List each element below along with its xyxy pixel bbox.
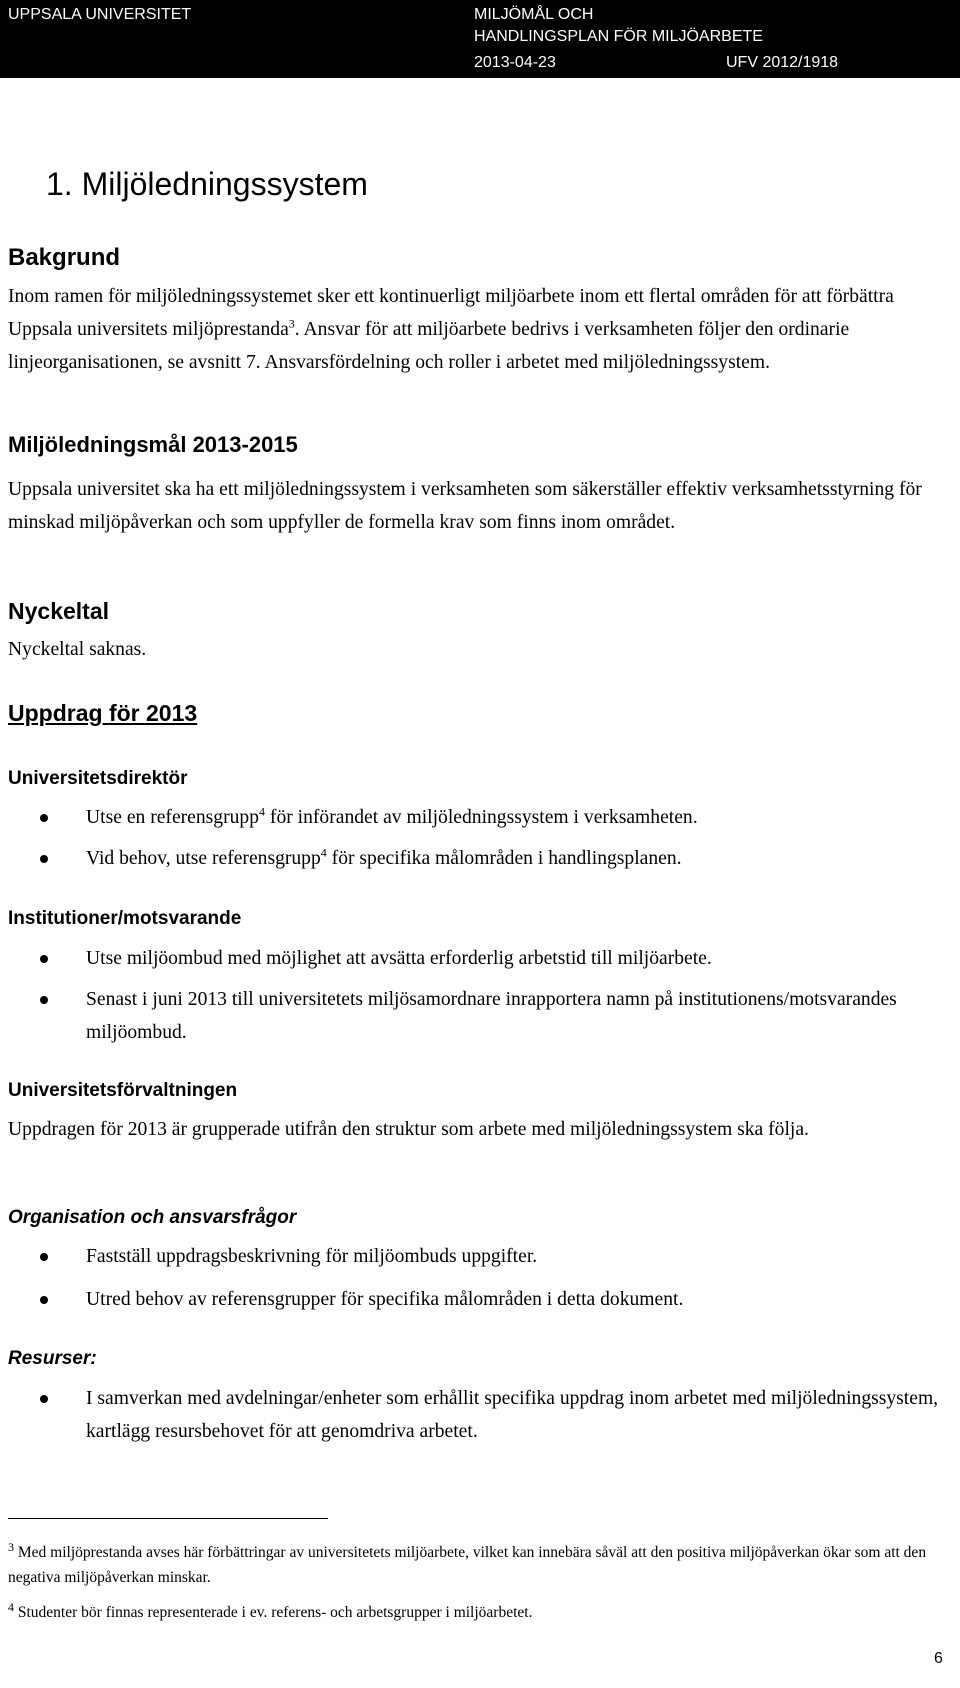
doc-title-line2: HANDLINGSPLAN FÖR MILJÖARBETE: [474, 28, 763, 45]
heading-universitetsforvaltningen: Universitetsförvaltningen: [8, 1080, 238, 1101]
section-title: 1. Miljöledningssystem: [46, 166, 368, 202]
forvaltning-paragraph: Uppdragen för 2013 är grupperade utifrån den struktur som arbete med miljöledningssystem ska följa.: [8, 1119, 809, 1140]
doc-date: 2013-04-23: [474, 54, 556, 71]
bakgrund-paragraph: Inom ramen för miljöledningssystemet sker ett kontinuerligt miljöarbete inom ett flertal områden för att förbättra Uppsala universitets miljöprestanda$^3$. Ansvar för att miljöarbete bedrivs i verksamheten följer den ordinarie linjeorganisationen, se avsnitt 7. Ansvarsfördelning och roller i arbetet med miljöledningssystem.: [8, 286, 894, 373]
heading-universitetsdirektor: Universitetsdirektör: [8, 768, 188, 789]
bullet-icon: [40, 855, 48, 863]
heading-bakgrund: Bakgrund: [8, 244, 121, 271]
footnote-ref-4: 4: [320, 845, 327, 860]
bullet-icon: [40, 1296, 48, 1304]
bullet-icon: [40, 996, 48, 1004]
page-header: [0, 0, 960, 78]
heading-uppdrag: Uppdrag för 2013: [8, 700, 198, 726]
heading-nyckeltal: Nyckeltal: [8, 598, 110, 624]
footnote-divider: [8, 1518, 328, 1519]
nyckeltal-paragraph: Nyckeltal saknas.: [8, 639, 147, 660]
footnote-3: $^3$ Med miljöprestanda avses här förbättringar av universitetets miljöarbete, vilket kan innebära såväl att den positiva miljöpåverkan ökar som att den negativa miljöpåverkan minskar.: [8, 1539, 927, 1586]
org-name: UPPSALA UNIVERSITET: [8, 6, 192, 23]
heading-miljoledningsmal: Miljöledningsmål 2013-2015: [8, 432, 298, 457]
page-number: 6: [934, 1650, 943, 1667]
bullet-icon: [40, 955, 48, 963]
doc-title-line1: MILJÖMÅL OCH: [474, 6, 594, 23]
heading-institutioner: Institutioner/motsvarande: [8, 908, 242, 929]
footnote-ref-3: 3: [288, 316, 295, 331]
heading-organisation: Organisation och ansvarsfrågor: [8, 1207, 297, 1228]
footnote-4: $^4$ Studenter bör finnas representerade i ev. referens- och arbetsgrupper i miljöarbetet.: [8, 1599, 533, 1621]
bullet-icon: [40, 1253, 48, 1261]
bullet-icon: [40, 1395, 48, 1403]
bullet-icon: [40, 814, 48, 822]
heading-resurser: Resurser:: [8, 1348, 97, 1369]
mal-paragraph: Uppsala universitet ska ha ett miljöledningssystem i verksamheten som säkerställer effektiv verksamhetsstyrning för minskad miljöpåverkan och som uppfyller de formella krav som finns inom området.: [8, 479, 922, 533]
footnote-ref-4: 4: [259, 804, 266, 819]
doc-reference: UFV 2012/1918: [726, 54, 839, 71]
